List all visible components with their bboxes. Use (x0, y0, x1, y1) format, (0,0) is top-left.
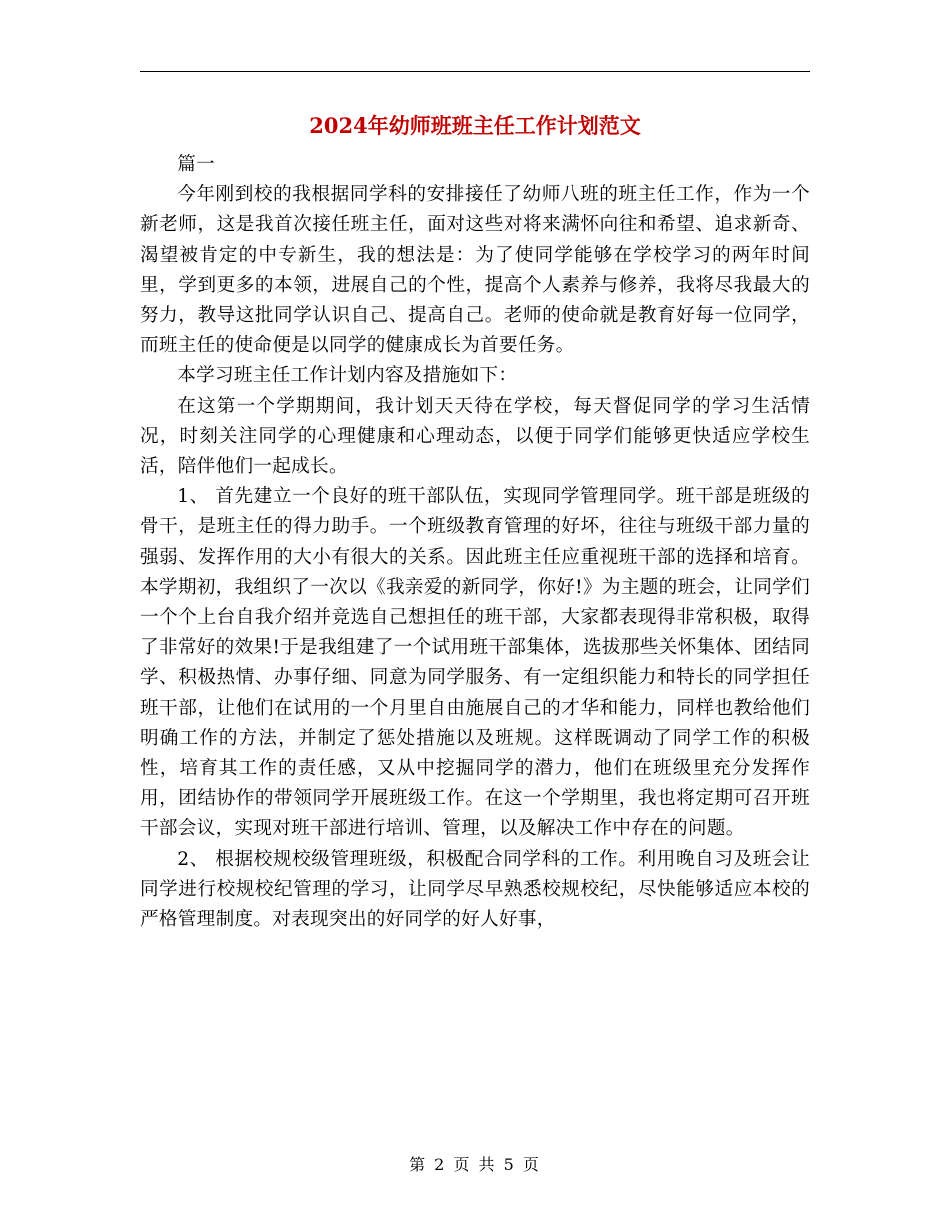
body-paragraph: 今年刚到校的我根据同学科的安排接任了幼师八班的班主任工作，作为一个新老师，这是我首次接任班主任，面对这些对将来满怀向往和希望、追求新奇、渴望被肯定的中专新生，我的想法是：为了使同学能够在学校学习的两年时间里，学到更多的本领，进展自己的个性，提高个人素养与修养，我将尽我最大的努力，教导这批同学认识自己、提高自己。老师的使命就是教育好每一位同学，而班主任的使命便是以同学的健康成长为首要任务。 (140, 184, 810, 357)
document-title: 2024年幼师班班主任工作计划范文 (309, 113, 641, 138)
body-paragraph: 在这第一个学期期间，我计划天天待在学校，每天督促同学的学习生活情况，时刻关注同学的心理健康和心理动态，以便于同学们能够更快适应学校生活，陪伴他们一起成长。 (140, 395, 810, 478)
body-paragraph: 本学习班主任工作计划内容及措施如下： (177, 365, 518, 387)
document-body (140, 150, 810, 935)
body-paragraph: 2、 根据校规校级管理班级，积极配合同学科的工作。利用晚自习及班会让同学进行校规校纪管理的学习，让同学尽早熟悉校规校纪，尽快能够适应本校的严格管理制度。对表现突出的好同学的好人好事， (140, 848, 810, 931)
header-rule (140, 71, 810, 72)
body-paragraph: 1、 首先建立一个良好的班干部队伍，实现同学管理同学。班干部是班级的骨干，是班主任的得力助手。一个班级教育管理的好坏，往往与班级干部力量的强弱、发挥作用的大小有很大的关系。因此班主任应重视班干部的选择和培育。本学期初，我组织了一次以《我亲爱的新同学，你好!》为主题的班会，让同学们一个个上台自我介绍并竞选自己想担任的班干部，大家都表现得非常积极，取得了非常好的效果!于是我组建了一个试用班干部集体，选拔那些关怀集体、团结同学、积极热情、办事仔细、同意为同学服务、有一定组织能力和特长的同学担任班干部，让他们在试用的一个月里自由施展自己的才华和能力，同样也教给他们明确工作的方法，并制定了惩处措施以及班规。这样既调动了同学工作的积极性，培育其工作的责任感，又从中挖掘同学的潜力，他们在班级里充分发挥作用，团结协作的带领同学开展班级工作。在这一个学期里，我也将定期可召开班干部会议，实现对班干部进行培训、管理，以及解决工作中存在的问题。 (140, 486, 810, 840)
page-number: 第 2 页 共 5 页 (409, 1155, 541, 1174)
section-heading: 篇一 (177, 154, 215, 175)
